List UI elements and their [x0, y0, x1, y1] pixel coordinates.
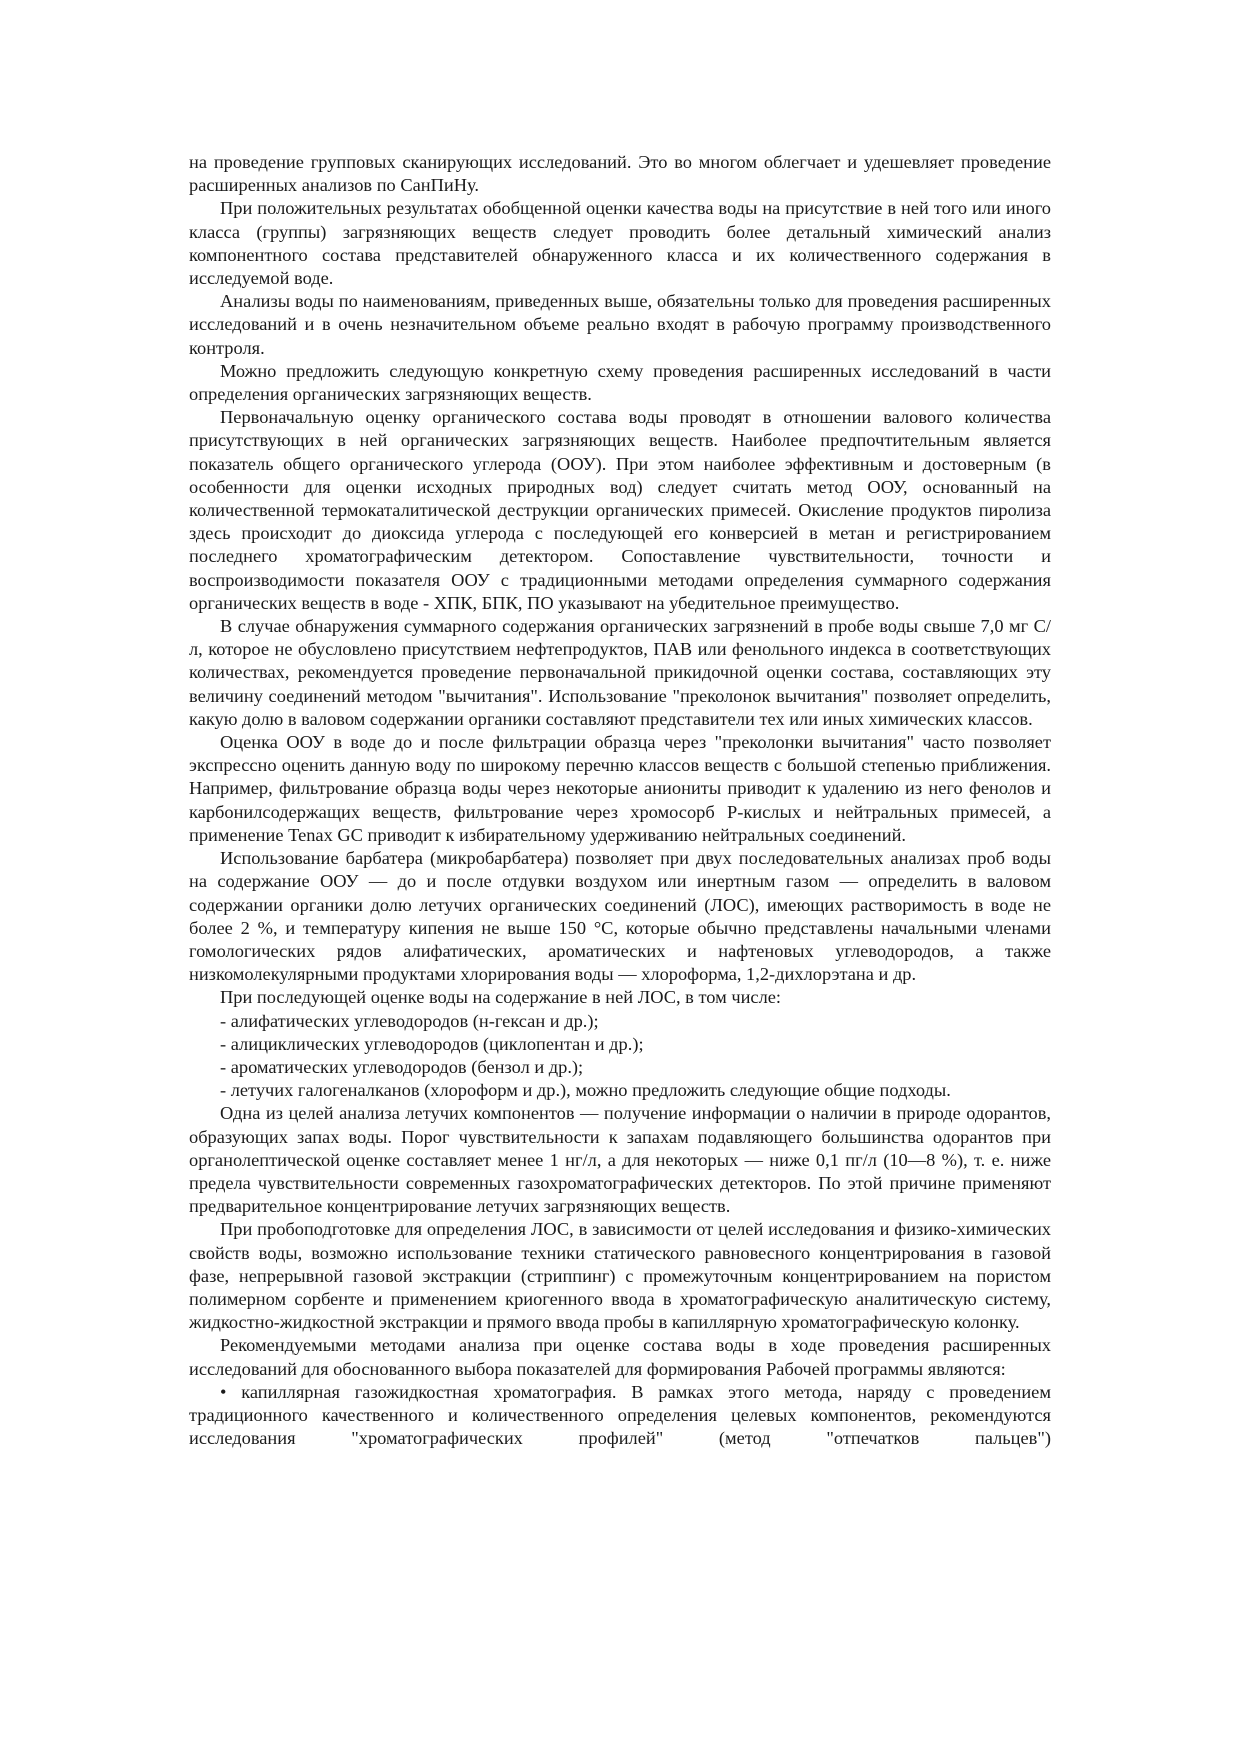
- paragraph: Оценка ООУ в воде до и после фильтрации образца через "преколонки вычитания" часто позволяет экспрессно оценить данную воду по широкому перечню классов веществ с большой степенью приближения. Например, фильтрование образца воды через некоторые аниониты приводит к удалению из него фенолов и карбонилсодержащих веществ, фильтрование через хромосорб Р-кислых и нейтральных примесей, а применение Tenax GC приводит к избирательному удерживанию нейтральных соединений.: [189, 732, 1051, 845]
- list-item: - летучих галогеналканов (хлороформ и др.), можно предложить следующие общие подходы.: [220, 1080, 951, 1101]
- paragraph: Одна из целей анализа летучих компонентов — получение информации о наличии в природе одорантов, образующих запах воды. Порог чувствительности к запахам подавляющего большинства одорантов при органолептической оценке составляет менее 1 нг/л, а для некоторых — ниже 0,1 пг/л (10—8 %), т. е. ниже предела чувствительности современных газохроматографических детекторов. По этой причине применяют предварительное концентрирование летучих загрязняющих веществ.: [189, 1103, 1051, 1217]
- paragraph: При положительных результатах обобщенной оценки качества воды на присутствие в ней того или иного класса (группы) загрязняющих веществ следует проводить более детальный химический анализ компонентного состава представителей обнаруженного класса и их количественного содержания в исследуемой воде.: [189, 198, 1051, 289]
- list-item: - алициклических углеводородов (циклопентан и др.);: [220, 1033, 644, 1054]
- paragraph: на проведение групповых сканирующих исследований. Это во многом облегчает и удешевляет проведение расширенных анализов по СанПиНу.: [189, 152, 1051, 196]
- paragraph: Анализы воды по наименованиям, приведенных выше, обязательны только для проведения расширенных исследований и в очень незначительном объеме реально входят в рабочую программу производственного контроля.: [189, 291, 1051, 358]
- paragraph: Рекомендуемыми методами анализа при оценке состава воды в ходе проведения расширенных исследований для обоснованного выбора показателей для формирования Рабочей программы являются:: [189, 1335, 1051, 1379]
- paragraph: Использование барбатера (микробарбатера) позволяет при двух последовательных анализах проб воды на содержание ООУ — до и после отдувки воздухом или инертным газом — определить в валовом содержании органики долю летучих органических соединений (ЛОС), имеющих растворимость в воде не более 2 %, и температуру кипения не выше 150 °С, которые обычно представлены начальными членами гомологических рядов алифатических, ароматических и нафтеновых углеводородов, а также низкомолекулярными продуктами хлорирования воды — хлороформа, 1,2-дихлорэтана и др.: [189, 848, 1051, 985]
- list-item: - алифатических углеводородов (н-гексан и др.);: [220, 1010, 599, 1031]
- paragraph: Первоначальную оценку органического состава воды проводят в отношении валового количества присутствующих в ней органических загрязняющих веществ. Наиболее предпочтительным является показатель общего органического углерода (ООУ). При этом наиболее эффективным и достоверным (в особенности для оценки исходных природных вод) следует считать метод ООУ, основанный на количественной термокаталитической деструкции органических примесей. Окисление продуктов пиролиза здесь происходит до диоксида углерода с последующей его конверсией в метан и регистрированием последнего хроматографическим детектором. Сопоставление чувствительности, точности и воспроизводимости показателя ООУ с традиционными методами определения суммарного содержания органических веществ в воде - ХПК, БПК, ПО указывают на убедительное преимущество.: [189, 407, 1051, 613]
- paragraph: В случае обнаружения суммарного содержания органических загрязнений в пробе воды свыше 7,0 мг С/л, которое не обусловлено присутствием нефтепродуктов, ПАВ или фенольного индекса в соответствующих количествах, рекомендуется проведение первоначальной прикидочной оценки состава, составляющих эту величину соединений методом "вычитания". Использование "преколонок вычитания" позволяет определить, какую долю в валовом содержании органики составляют представители тех или иных химических классов.: [189, 616, 1051, 729]
- paragraph: При пробоподготовке для определения ЛОС, в зависимости от целей исследования и физико-химических свойств воды, возможно использование техники статического равновесного концентрирования в газовой фазе, непрерывной газовой экстракции (стриппинг) с промежуточным концентрированием на пористом полимерном сорбенте и применением криогенного ввода в хроматографическую аналитическую систему, жидкостно-жидкостной экстракции и прямого ввода пробы в капиллярную хроматографическую колонку.: [189, 1219, 1051, 1333]
- document-page: [189, 151, 1051, 1450]
- list-item: - ароматических углеводородов (бензол и др.);: [220, 1056, 584, 1077]
- paragraph: При последующей оценке воды на содержание в ней ЛОС, в том числе:: [220, 987, 782, 1008]
- paragraph: • капиллярная газожидкостная хроматография. В рамках этого метода, наряду с проведением традиционного качественного и количественного определения целевых компонентов, рекомендуются исследования "хроматографических профилей" (метод "отпечатков пальцев"): [189, 1381, 1051, 1449]
- paragraph: Можно предложить следующую конкретную схему проведения расширенных исследований в части определения органических загрязняющих веществ.: [189, 360, 1051, 405]
